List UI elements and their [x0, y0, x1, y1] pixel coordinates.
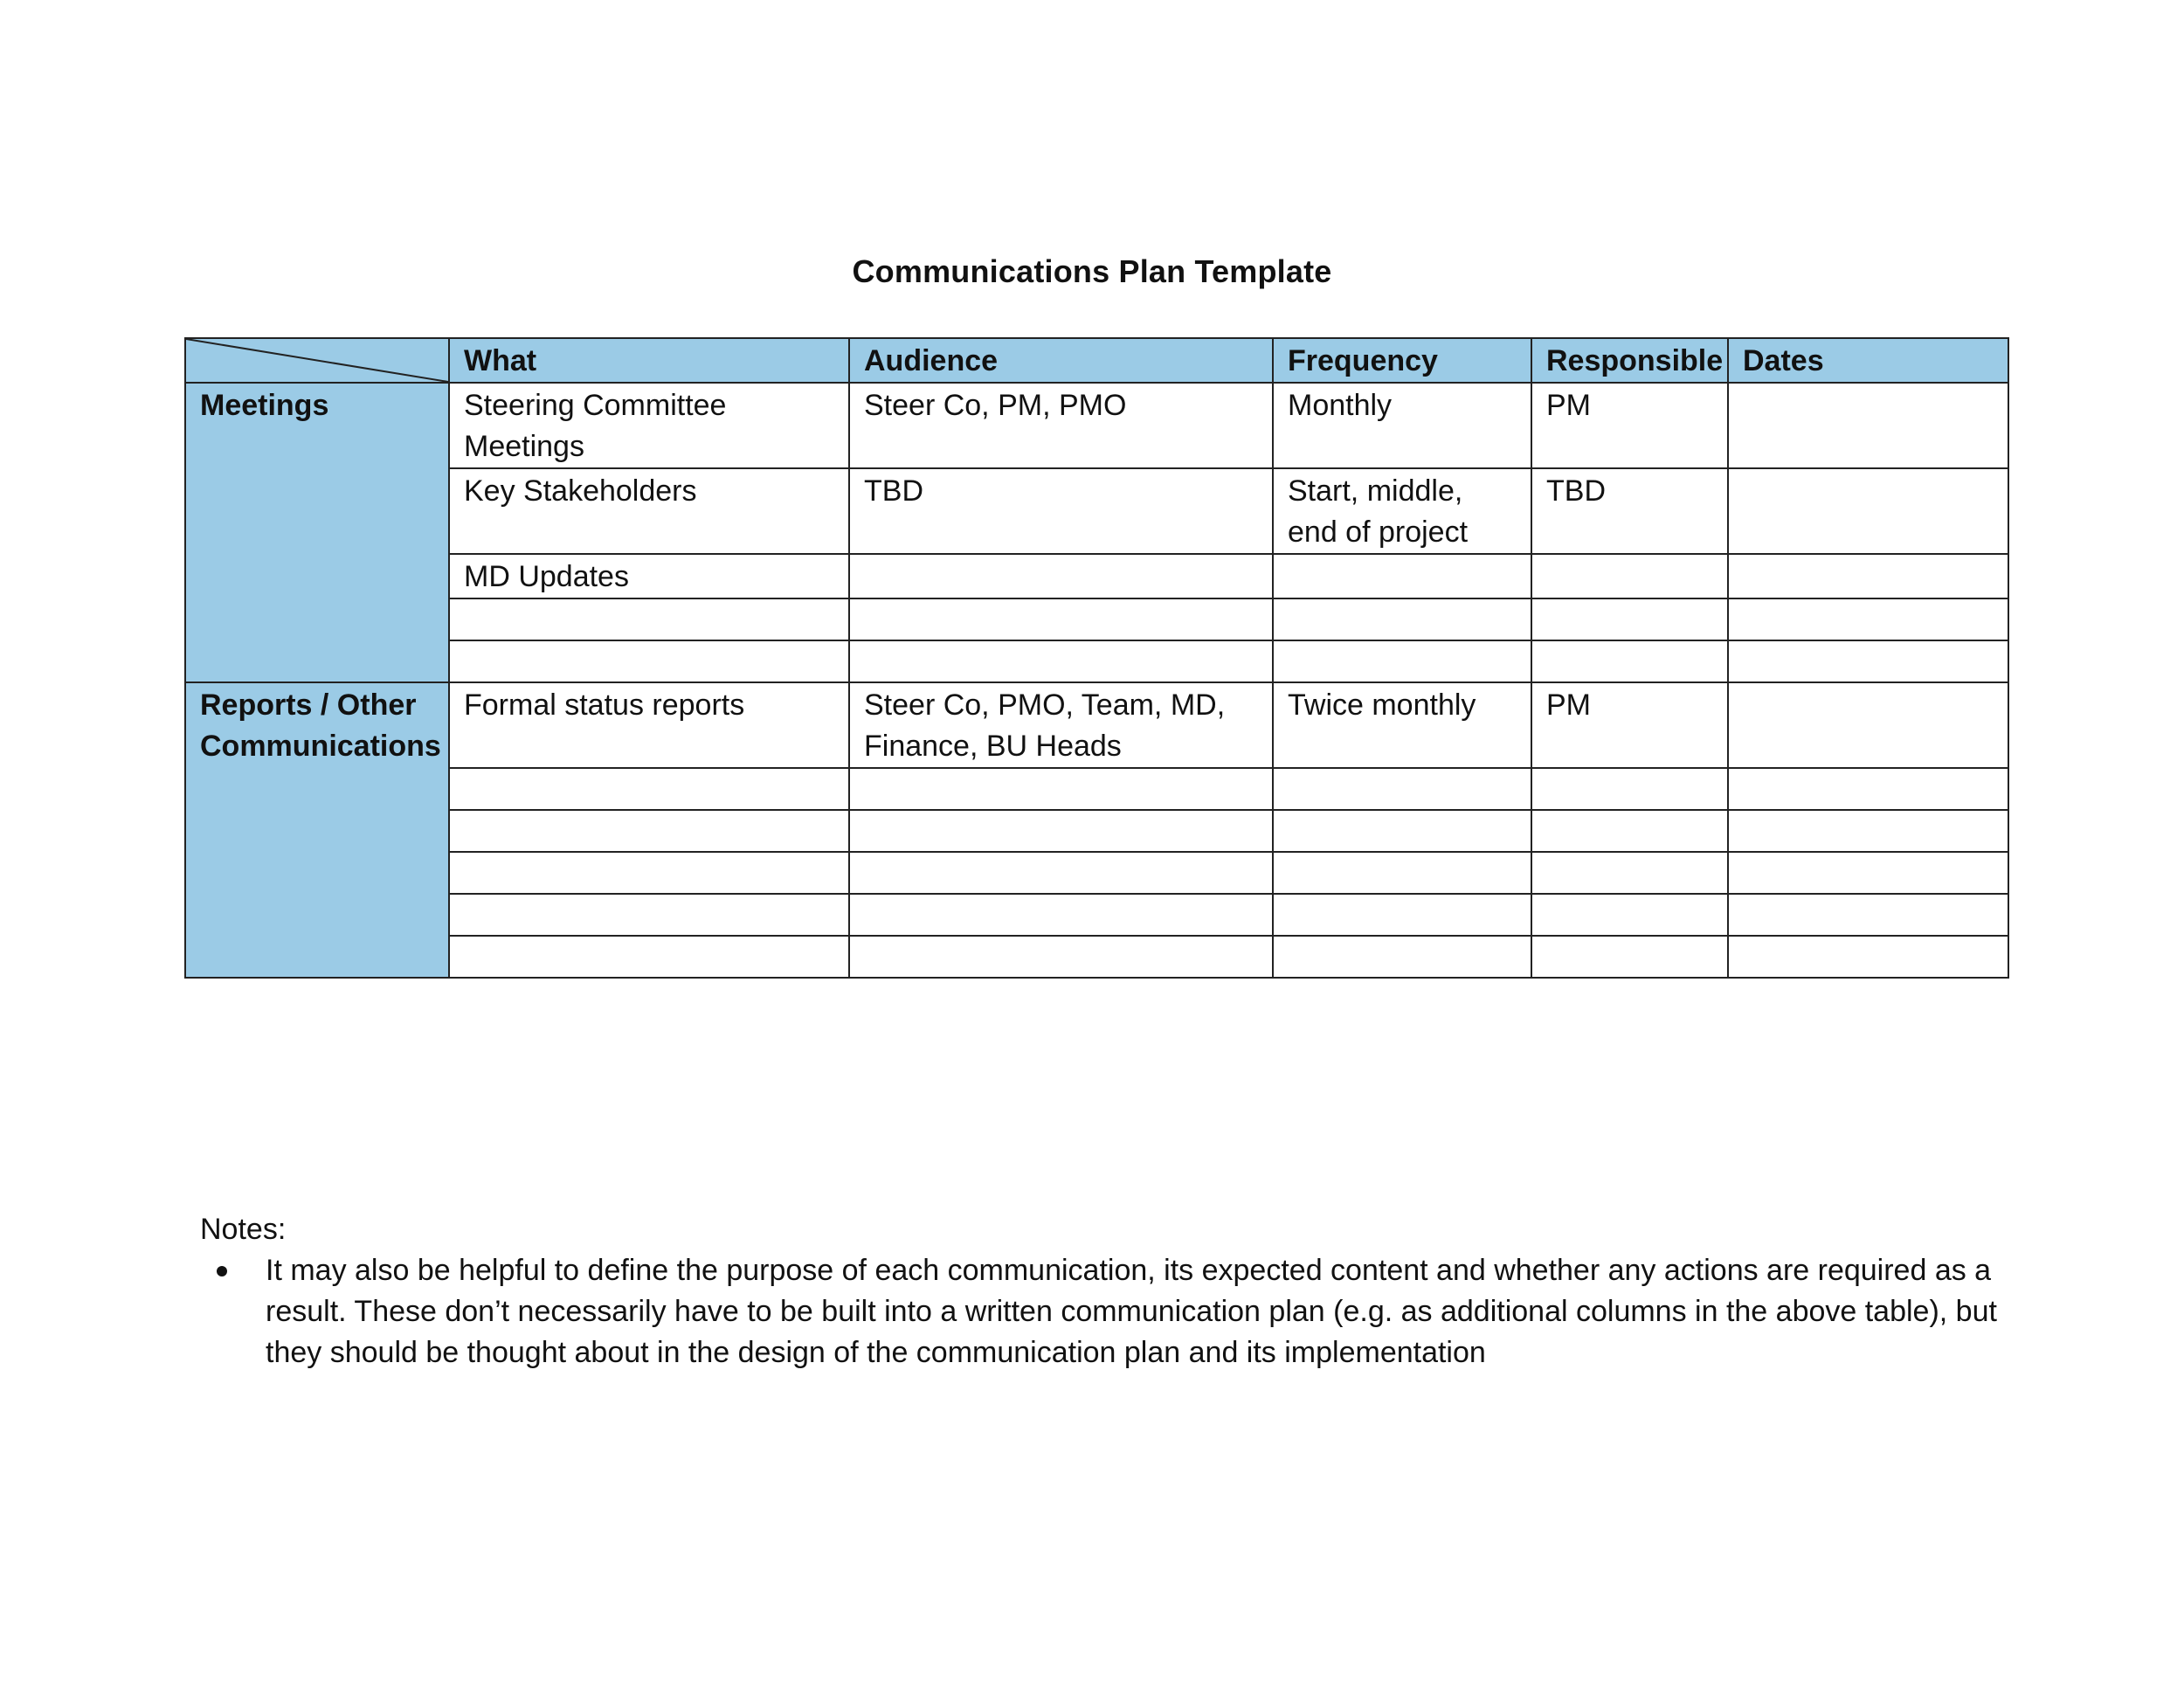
cell-audience: Steer Co, PMO, Team, MD, Finance, BU Heads: [849, 682, 1273, 768]
cell-responsible: [1531, 852, 1728, 894]
table-row: [185, 383, 2008, 468]
header-dates: Dates: [1728, 338, 2008, 383]
table-row: [185, 598, 2008, 640]
cell-frequency: [1273, 768, 1531, 810]
table-row: [185, 852, 2008, 894]
cell-audience: [849, 852, 1273, 894]
cell-audience: [849, 894, 1273, 936]
cell-frequency: [1273, 894, 1531, 936]
group-reports: Reports / Other Communications: [185, 682, 449, 978]
cell-dates: [1728, 768, 2008, 810]
cell-dates: [1728, 598, 2008, 640]
cell-responsible: PM: [1531, 383, 1728, 468]
cell-audience: [849, 598, 1273, 640]
cell-responsible: [1531, 554, 1728, 598]
cell-frequency: [1273, 640, 1531, 682]
header-corner-cell: [185, 338, 449, 383]
cell-dates: [1728, 468, 2008, 554]
table-row: [185, 768, 2008, 810]
table-row: [185, 894, 2008, 936]
table-row: [185, 936, 2008, 978]
cell-responsible: TBD: [1531, 468, 1728, 554]
cell-what: [449, 810, 849, 852]
cell-what: [449, 598, 849, 640]
notes-list: [200, 1250, 2017, 1373]
cell-what: Steering Committee Meetings: [449, 383, 849, 468]
cell-responsible: [1531, 936, 1728, 978]
cell-what: [449, 894, 849, 936]
table-row: [185, 554, 2008, 598]
cell-frequency: Twice monthly: [1273, 682, 1531, 768]
cell-responsible: [1531, 810, 1728, 852]
diagonal-divider: [186, 339, 448, 382]
notes-section: [200, 1209, 2017, 1373]
cell-dates: [1728, 682, 2008, 768]
table-row: [185, 682, 2008, 768]
cell-dates: [1728, 383, 2008, 468]
cell-frequency: [1273, 936, 1531, 978]
notes-label: Notes:: [200, 1213, 287, 1246]
header-frequency: Frequency: [1273, 338, 1531, 383]
cell-audience: TBD: [849, 468, 1273, 554]
note-text: It may also be helpful to define the purpose of each communication, its expected content and whether any actions are required as a result. These don’t necessarily have to be built into a written communication plan (e.g. as additional columns in the above table), but they should be thought about in the design of the communication plan and its implementation: [266, 1254, 1997, 1369]
cell-audience: [849, 936, 1273, 978]
cell-responsible: [1531, 768, 1728, 810]
group-meetings: Meetings: [185, 383, 449, 682]
cell-what: [449, 936, 849, 978]
cell-audience: [849, 640, 1273, 682]
bullet-icon: [217, 1266, 227, 1276]
table-header-row: [185, 338, 2008, 383]
cell-dates: [1728, 810, 2008, 852]
cell-responsible: [1531, 640, 1728, 682]
cell-what: MD Updates: [449, 554, 849, 598]
header-audience: Audience: [849, 338, 1273, 383]
cell-frequency: [1273, 852, 1531, 894]
header-what: What: [449, 338, 849, 383]
cell-responsible: [1531, 894, 1728, 936]
cell-what: Key Stakeholders: [449, 468, 849, 554]
cell-frequency: Start, middle, end of project: [1273, 468, 1531, 554]
cell-frequency: [1273, 554, 1531, 598]
cell-audience: [849, 810, 1273, 852]
cell-what: [449, 768, 849, 810]
cell-dates: [1728, 852, 2008, 894]
cell-what: [449, 852, 849, 894]
cell-dates: [1728, 640, 2008, 682]
cell-responsible: PM: [1531, 682, 1728, 768]
cell-dates: [1728, 894, 2008, 936]
cell-dates: [1728, 554, 2008, 598]
list-item: [266, 1250, 2017, 1373]
cell-audience: [849, 554, 1273, 598]
header-responsible: Responsible: [1531, 338, 1728, 383]
cell-frequency: Monthly: [1273, 383, 1531, 468]
table-row: [185, 640, 2008, 682]
cell-frequency: [1273, 598, 1531, 640]
cell-audience: Steer Co, PM, PMO: [849, 383, 1273, 468]
cell-dates: [1728, 936, 2008, 978]
table-row: [185, 468, 2008, 554]
cell-frequency: [1273, 810, 1531, 852]
cell-what: [449, 640, 849, 682]
communications-plan-table: [184, 337, 2009, 979]
table-row: [185, 810, 2008, 852]
cell-responsible: [1531, 598, 1728, 640]
cell-audience: [849, 768, 1273, 810]
cell-what: Formal status reports: [449, 682, 849, 768]
page-title: Communications Plan Template: [852, 253, 1332, 289]
